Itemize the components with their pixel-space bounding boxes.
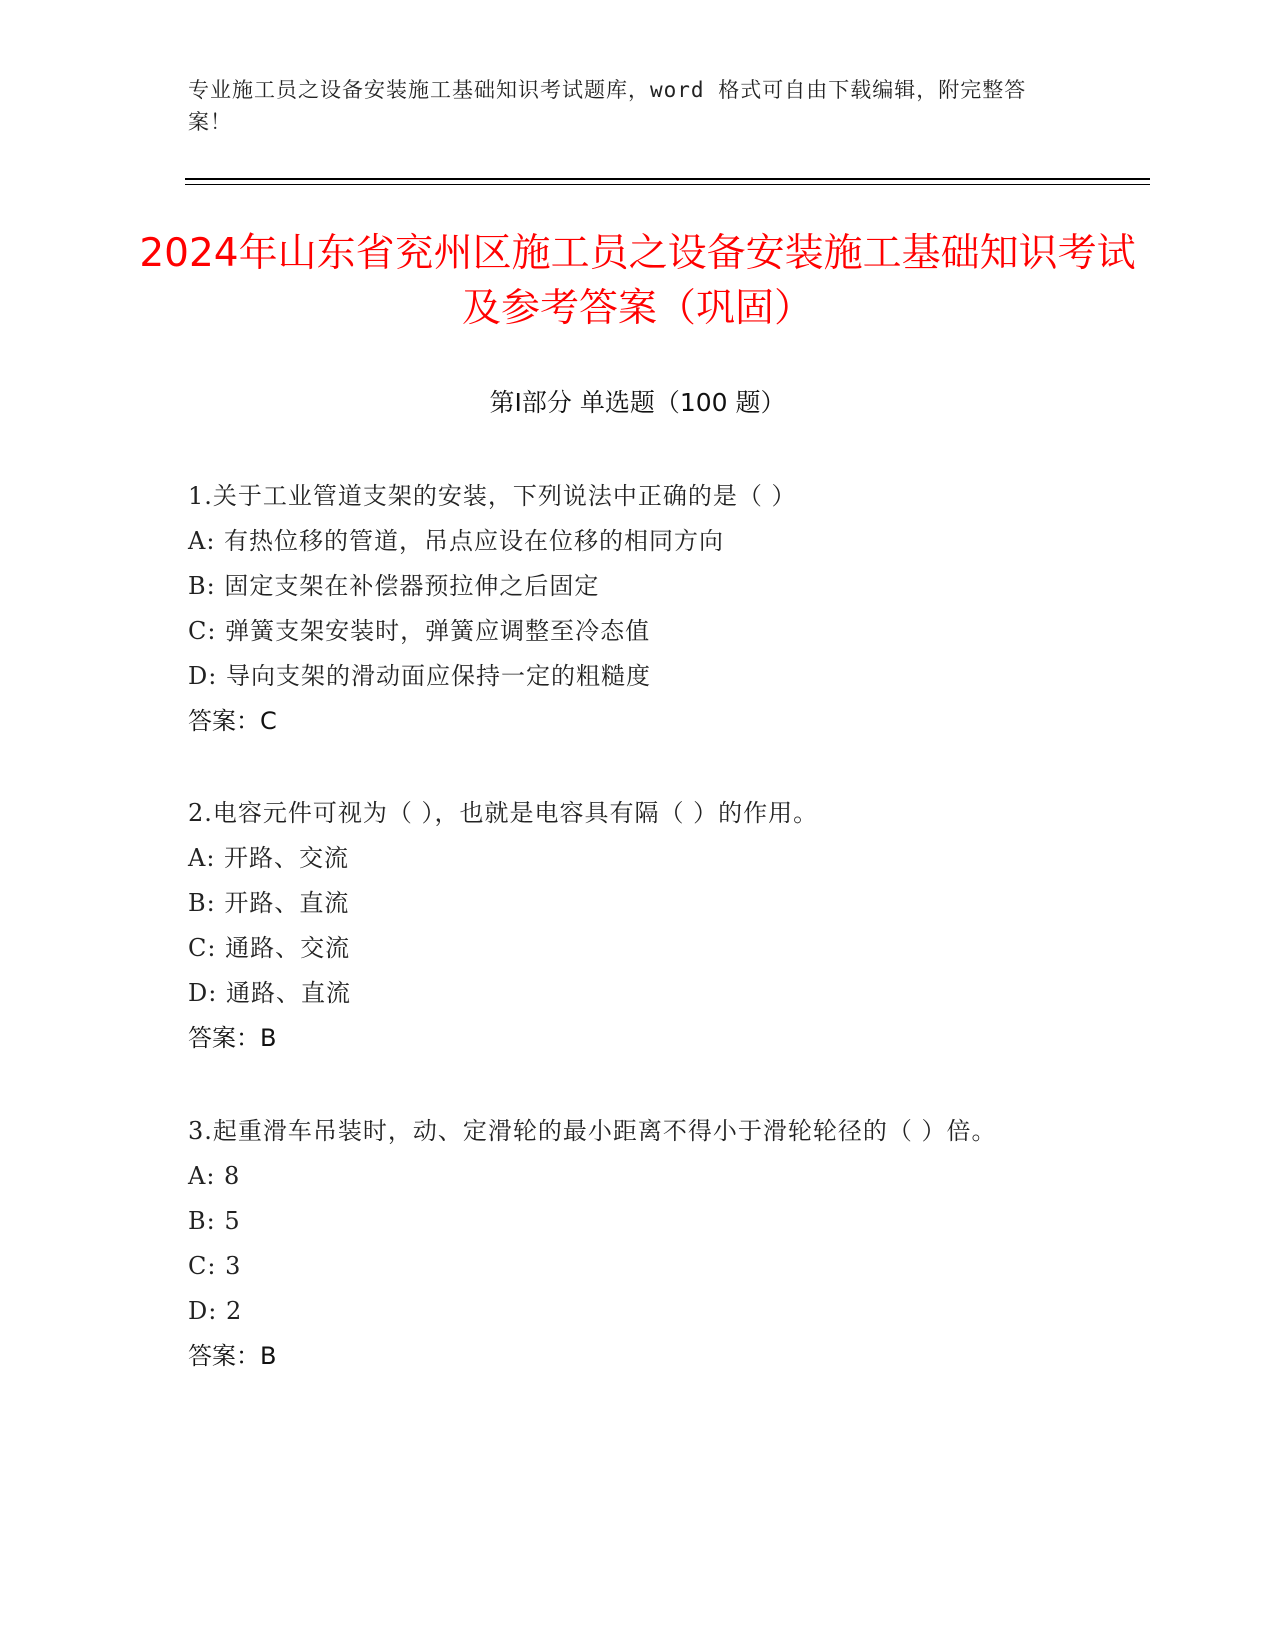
answer: 答案：C [188,707,277,735]
option-b: B: 开路、直流 [188,889,350,917]
option-d: D: 导向支架的滑动面应保持一定的粗糙度 [188,662,651,690]
header-note: 专业施工员之设备安装施工基础知识考试题库，word 格式可自由下载编辑，附完整答案！ [188,78,1027,134]
option-d: D: 通路、直流 [188,979,351,1007]
question-stem: 3.起重滑车吊装时，动、定滑轮的最小距离不得小于滑轮轮径的（ ）倍。 [188,1117,997,1145]
question-1 [188,474,1088,744]
option-d: D: 2 [188,1297,243,1325]
question-stem: 1.关于工业管道支架的安装，下列说法中正确的是（ ） [188,482,797,510]
document-title: 2024年山东省兖州区施工员之设备安装施工基础知识考试及参考答案（巩固） [139,231,1136,331]
answer: 答案：B [188,1024,277,1052]
option-c: C: 弹簧支架安装时，弹簧应调整至冷态值 [188,617,651,645]
answer: 答案：B [188,1342,277,1370]
question-2 [188,791,1088,1061]
question-stem: 2.电容元件可视为（ ），也就是电容具有隔（ ）的作用。 [188,799,819,827]
option-b: B: 5 [188,1207,241,1235]
option-a: A: 有热位移的管道，吊点应设在位移的相同方向 [188,527,725,555]
option-a: A: 开路、交流 [188,844,350,872]
question-3 [188,1109,1088,1379]
section-heading: 第Ⅰ部分 单选题（100 题） [489,388,786,417]
option-b: B: 固定支架在补偿器预拉伸之后固定 [188,572,600,600]
header-divider-thin [185,184,1150,185]
option-a: A: 8 [188,1162,241,1190]
option-c: C: 通路、交流 [188,934,351,962]
header-divider [185,178,1150,180]
option-c: C: 3 [188,1252,242,1280]
